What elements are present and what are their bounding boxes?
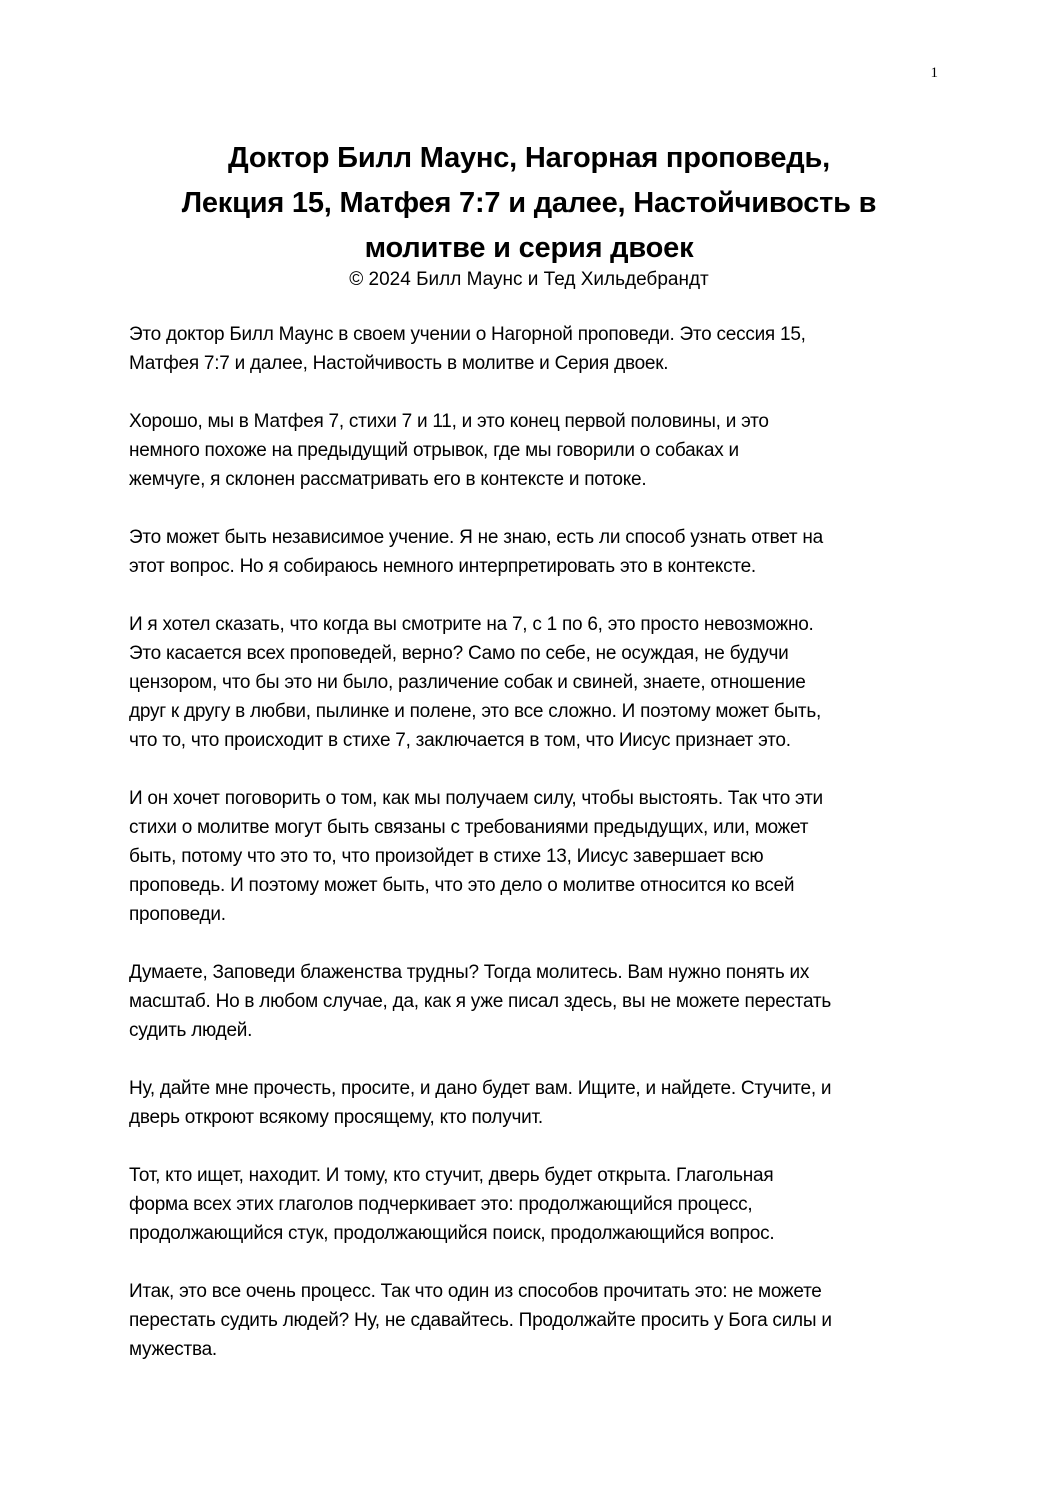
- text-line: этот вопрос. Но я собираюсь немного интерпретировать это в контексте.: [129, 556, 756, 577]
- text-line: мужества.: [129, 1339, 217, 1360]
- text-line: Итак, это все очень процесс. Так что один из способов прочитать это: не можете: [129, 1281, 822, 1302]
- paragraph-9: [129, 1277, 939, 1364]
- paragraph-3: [129, 523, 939, 581]
- paragraph-5: [129, 784, 939, 929]
- text-line: Ну, дайте мне прочесть, просите, и дано будет вам. Ищите, и найдете. Стучите, и: [129, 1078, 832, 1099]
- text-line: друг к другу в любви, пылинке и полене, это все сложно. И поэтому может быть,: [129, 701, 822, 722]
- text-line: немного похоже на предыдущий отрывок, где мы говорили о собаках и: [129, 440, 739, 461]
- body-text: [129, 320, 939, 1393]
- text-line: Матфея 7:7 и далее, Настойчивость в молитве и Серия двоек.: [129, 353, 669, 374]
- title-line: Лекция 15, Матфея 7:7 и далее, Настойчивость в: [181, 187, 877, 219]
- text-line: судить людей.: [129, 1020, 253, 1041]
- text-line: форма всех этих глаголов подчеркивает это: продолжающийся процесс,: [129, 1194, 753, 1215]
- paragraph-1: [129, 320, 939, 378]
- text-line: Это касается всех проповедей, верно? Само по себе, не осуждая, не будучи: [129, 643, 789, 664]
- text-line: проповедь. И поэтому может быть, что это дело о молитве относится ко всей: [129, 875, 795, 896]
- paragraph-7: [129, 1074, 939, 1132]
- text-line: Это может быть независимое учение. Я не знаю, есть ли способ узнать ответ на: [129, 527, 823, 548]
- paragraph-8: [129, 1161, 939, 1248]
- text-line: Хорошо, мы в Матфея 7, стихи 7 и 11, и это конец первой половины, и это: [129, 411, 769, 432]
- text-line: продолжающийся стук, продолжающийся поиск, продолжающийся вопрос.: [129, 1223, 775, 1244]
- title-line: Доктор Билл Маунс, Нагорная проповедь,: [228, 142, 830, 174]
- text-line: Думаете, Заповеди блаженства трудны? Тогда молитесь. Вам нужно понять их: [129, 962, 810, 983]
- text-line: масштаб. Но в любом случае, да, как я уже писал здесь, вы не можете перестать: [129, 991, 832, 1012]
- paragraph-6: [129, 958, 939, 1045]
- text-line: перестать судить людей? Ну, не сдавайтесь. Продолжайте просить у Бога силы и: [129, 1310, 832, 1331]
- text-line: И он хочет поговорить о том, как мы получаем силу, чтобы выстоять. Так что эти: [129, 788, 823, 809]
- text-line: дверь откроют всякому просящему, кто получит.: [129, 1107, 543, 1128]
- title-line: молитве и серия двоек: [364, 232, 694, 264]
- text-line: что то, что происходит в стихе 7, заключается в том, что Иисус признает это.: [129, 730, 791, 751]
- page-number: 1: [930, 65, 938, 81]
- text-line: жемчуге, я склонен рассматривать его в контексте и потоке.: [129, 469, 647, 490]
- copyright-line: © 2024 Билл Маунс и Тед Хильдебрандт: [349, 269, 709, 290]
- text-line: И я хотел сказать, что когда вы смотрите на 7, с 1 по 6, это просто невозможно.: [129, 614, 814, 635]
- text-line: проповеди.: [129, 904, 226, 925]
- text-line: Это доктор Билл Маунс в своем учении о Нагорной проповеди. Это сессия 15,: [129, 324, 806, 345]
- paragraph-4: [129, 610, 939, 755]
- text-line: Тот, кто ищет, находит. И тому, кто стучит, дверь будет открыта. Глагольная: [129, 1165, 774, 1186]
- document-title: [110, 136, 948, 271]
- text-line: цензором, что бы это ни было, различение собак и свиней, знаете, отношение: [129, 672, 806, 693]
- paragraph-2: [129, 407, 939, 494]
- text-line: быть, потому что это то, что произойдет в стихе 13, Иисус завершает всю: [129, 846, 764, 867]
- text-line: стихи о молитве могут быть связаны с требованиями предыдущих, или, может: [129, 817, 809, 838]
